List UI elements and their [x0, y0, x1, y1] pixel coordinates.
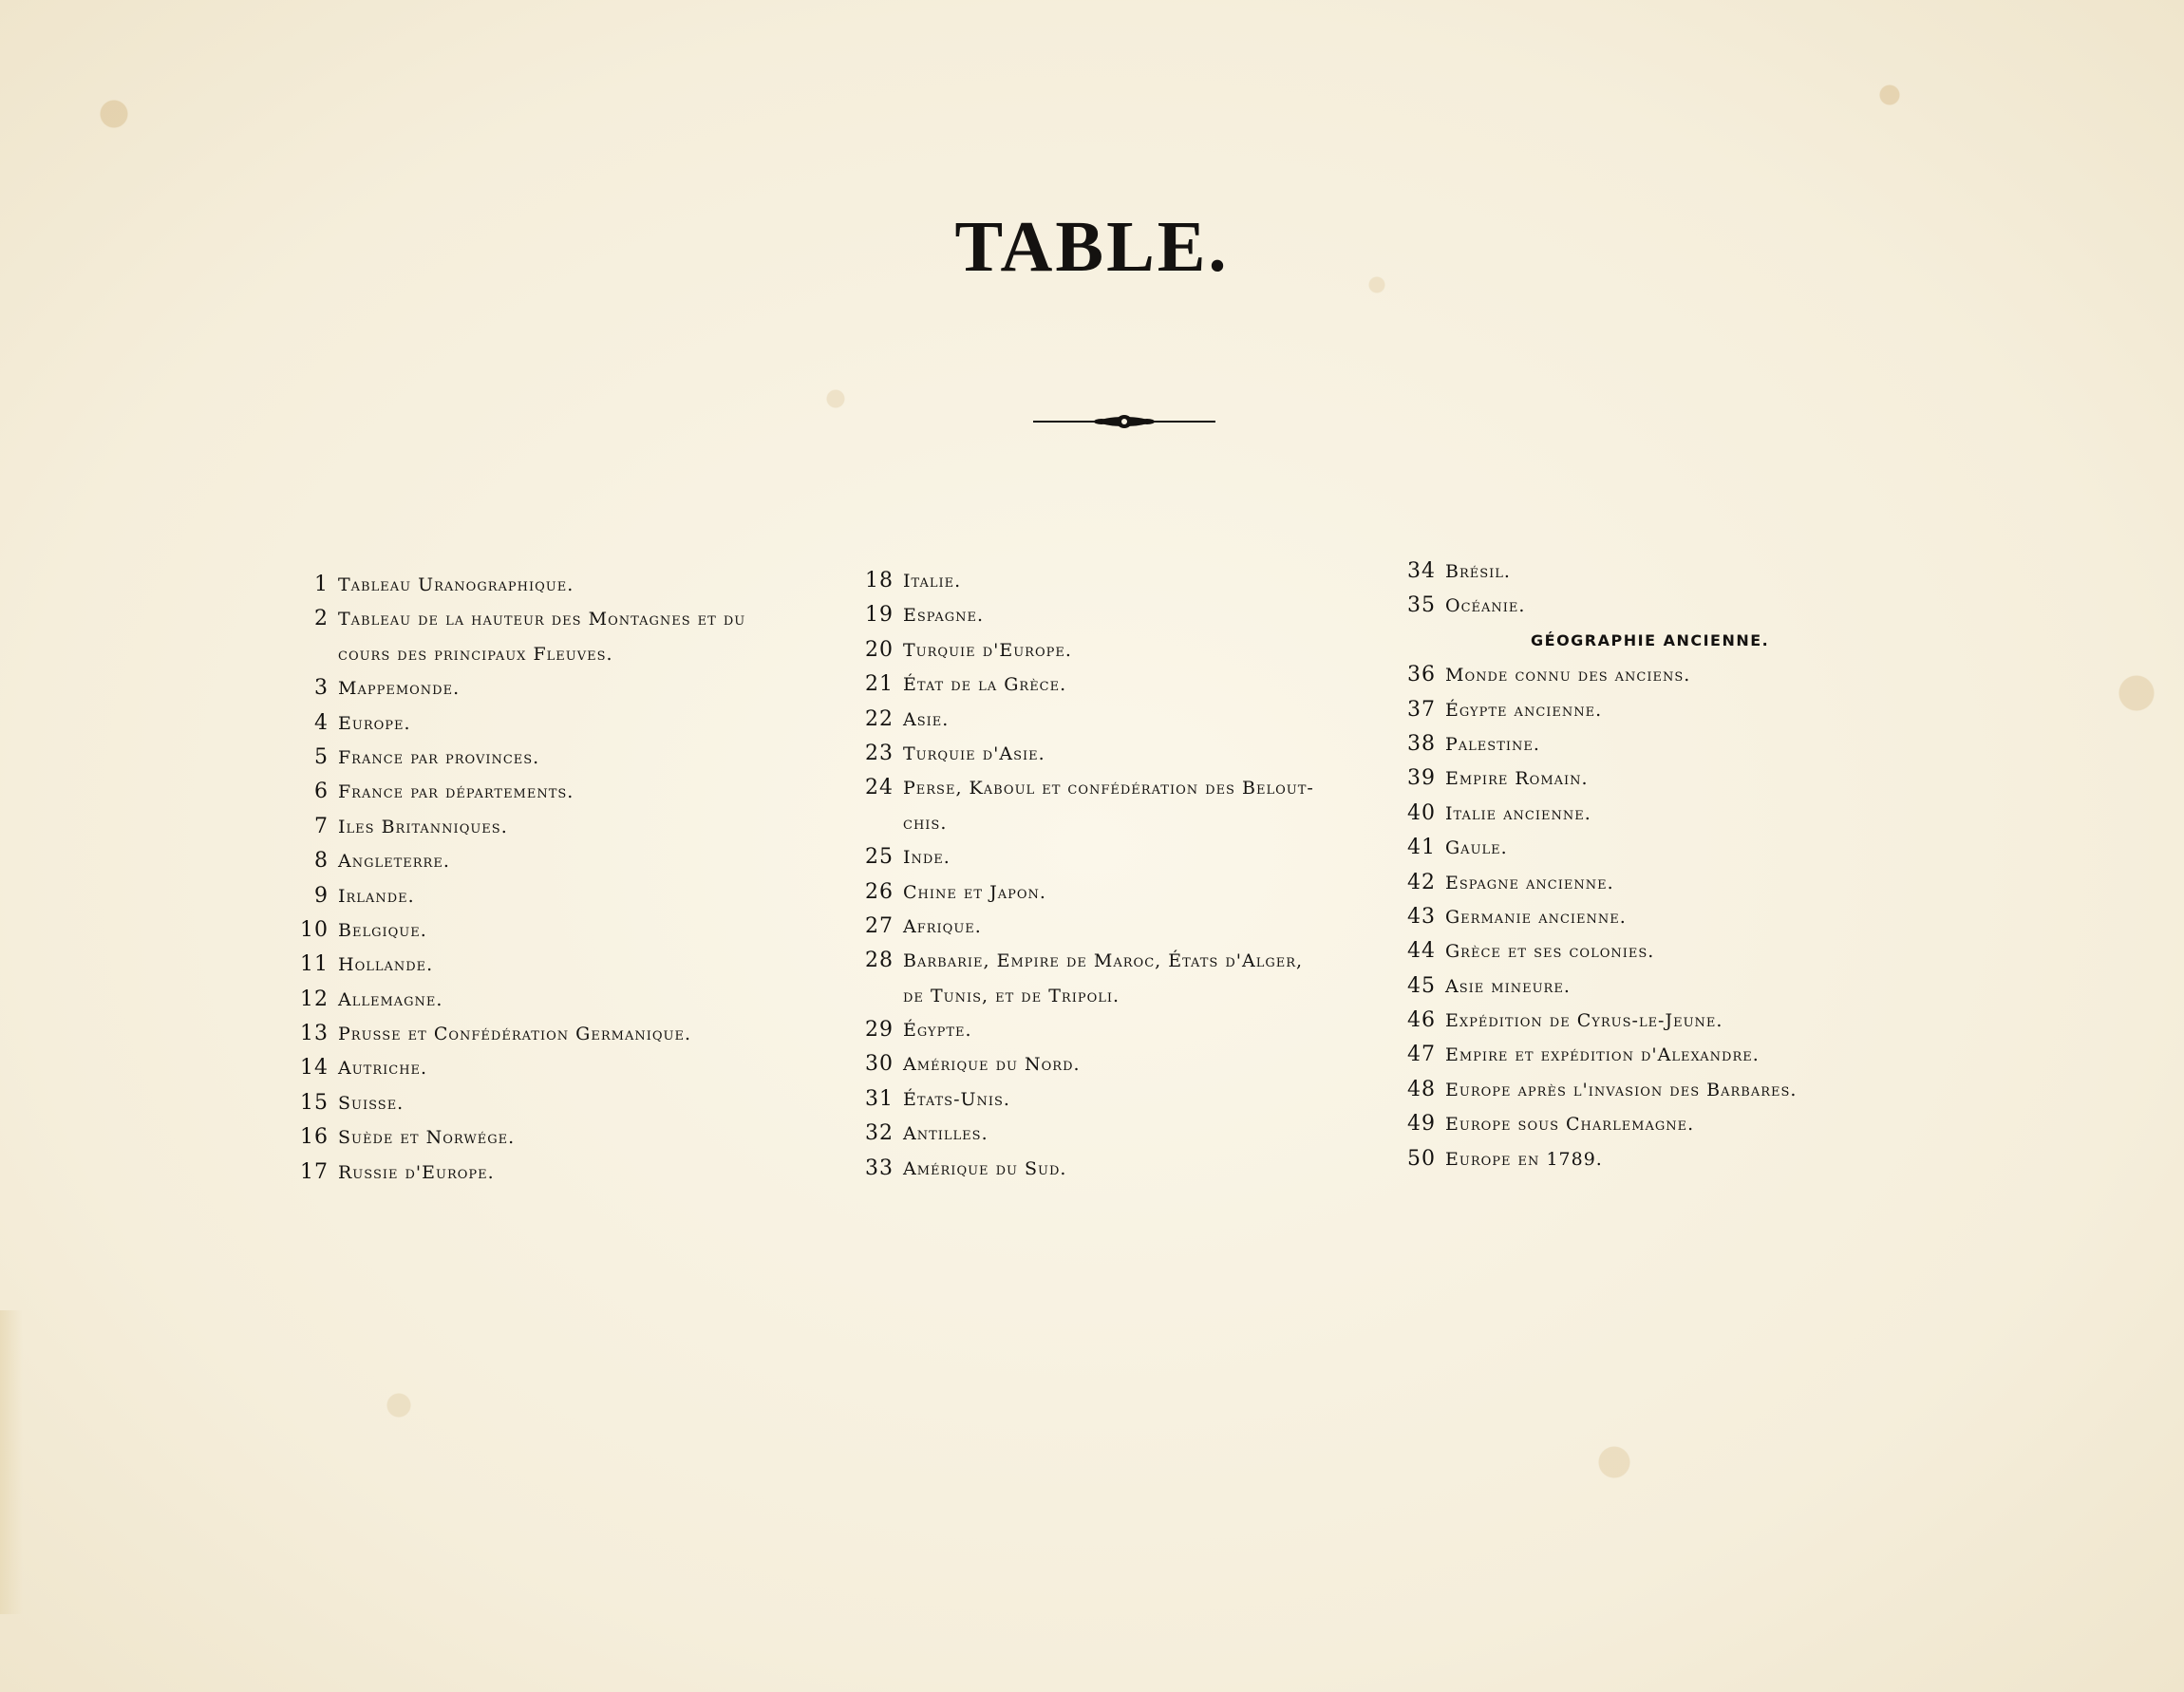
plate-title: Inde.: [903, 847, 951, 869]
plate-title: Italie.: [903, 571, 962, 592]
toc-entry: [285, 1051, 855, 1085]
plate-number: 26: [865, 879, 894, 904]
plate-title: Tableau de la hauteur des Montagnes et du: [338, 609, 746, 630]
plate-title: Europe en 1789.: [1445, 1148, 1603, 1170]
plate-title: Tableau Uranographique.: [338, 574, 574, 595]
plate-title: Égypte.: [903, 1020, 972, 1042]
toc-entry-continuation: [850, 806, 1420, 840]
plate-title: Égypte ancienne.: [1445, 699, 1603, 721]
plate-title: Europe après l'invasion des Barbares.: [1445, 1079, 1798, 1100]
plate-title: Afrique.: [903, 915, 982, 937]
plate-title: Asie mineure.: [1445, 975, 1571, 997]
toc-column-3: [1407, 555, 1920, 1176]
plate-title: Brésil.: [1445, 561, 1511, 582]
plate-number: 3: [314, 676, 329, 701]
plate-title: Iles Britanniques.: [338, 816, 508, 837]
plate-number: 39: [1407, 766, 1436, 791]
plate-title: Suède et Norwége.: [338, 1127, 516, 1149]
plate-title: Monde connu des anciens.: [1445, 665, 1691, 686]
toc-entry: [285, 741, 855, 775]
plate-number: 24: [865, 776, 894, 800]
toc-entry: [285, 913, 855, 948]
toc-entry: [285, 810, 855, 844]
toc-entry: [1407, 1142, 1920, 1176]
plate-title: Océanie.: [1445, 595, 1526, 617]
plate-number: 29: [865, 1018, 894, 1043]
plate-title: Antilles.: [903, 1123, 988, 1145]
plate-number: 34: [1407, 559, 1436, 583]
plate-number: 27: [865, 913, 894, 938]
plate-title: État de la Grèce.: [903, 674, 1067, 696]
toc-entry: [850, 737, 1420, 771]
toc-entry: [285, 1086, 855, 1120]
plate-number: 49: [1407, 1112, 1436, 1137]
plate-title: Germanie ancienne.: [1445, 906, 1627, 928]
toc-entry: [1407, 866, 1920, 900]
plate-title: Europe sous Charlemagne.: [1445, 1114, 1695, 1136]
toc-entry: [850, 598, 1420, 632]
plate-number: 30: [865, 1052, 894, 1077]
toc-entry: [1407, 589, 1920, 623]
plate-title: Irlande.: [338, 885, 415, 907]
plate-number: 22: [865, 706, 894, 731]
plate-title: Russie d'Europe.: [338, 1161, 495, 1183]
plate-number: 45: [1407, 973, 1436, 998]
plate-title: Amérique du Nord.: [903, 1054, 1081, 1076]
toc-entry: [1407, 1004, 1920, 1038]
toc-entry: [1407, 658, 1920, 692]
plate-title: Autriche.: [338, 1058, 428, 1080]
toc-entry: [1407, 797, 1920, 831]
toc-entry: [285, 671, 855, 705]
toc-entry: [850, 1082, 1420, 1117]
section-heading: GÉOGRAPHIE ANCIENNE.: [1531, 630, 1770, 649]
toc-column-2: [850, 564, 1420, 1186]
plate-title: France par provinces.: [338, 746, 540, 768]
plate-number: 6: [314, 780, 329, 804]
plate-title: Espagne ancienne.: [1445, 872, 1614, 893]
plate-number: 20: [865, 637, 894, 662]
plate-number: 15: [300, 1090, 329, 1115]
plate-number: 38: [1407, 731, 1436, 756]
toc-entry: [850, 875, 1420, 910]
plate-title: Suisse.: [338, 1092, 405, 1114]
plate-number: 16: [300, 1125, 329, 1150]
toc-entry: [1407, 934, 1920, 968]
toc-entry: [285, 775, 855, 809]
toc-column-1: [285, 568, 855, 1190]
plate-title: Europe.: [338, 712, 411, 734]
plate-number: 14: [300, 1056, 329, 1081]
plate-title: Empire et expédition d'Alexandre.: [1445, 1044, 1760, 1066]
toc-entry: [285, 1120, 855, 1155]
plate-number: 4: [314, 710, 329, 735]
plate-number: 35: [1407, 593, 1436, 618]
plate-title: Hollande.: [338, 954, 434, 976]
plate-title: Amérique du Sud.: [903, 1157, 1067, 1179]
plate-title: Belgique.: [338, 919, 427, 941]
plate-number: 13: [300, 1022, 329, 1046]
plate-number: 50: [1407, 1146, 1436, 1171]
plate-title: Empire Romain.: [1445, 768, 1589, 790]
plate-title: Mappemonde.: [338, 678, 461, 700]
plate-title: Prusse et Confédération Germanique.: [338, 1024, 691, 1045]
plate-number: 12: [300, 987, 329, 1011]
plate-number: 1: [314, 573, 329, 596]
toc-entry: [285, 706, 855, 741]
toc-entry: [850, 564, 1420, 598]
plate-title: Espagne.: [903, 605, 985, 627]
plate-number: 8: [314, 849, 329, 874]
toc-entry: [285, 844, 855, 878]
page-edge-wear: [0, 1310, 23, 1614]
toc-entry: [285, 568, 855, 602]
plate-title: Perse, Kaboul et confédération des Belout-: [903, 778, 1314, 799]
plate-title: Turquie d'Asie.: [903, 743, 1045, 764]
plate-number: 42: [1407, 870, 1436, 894]
toc-entry: [1407, 693, 1920, 727]
plate-title: de Tunis, et de Tripoli.: [903, 985, 1120, 1006]
toc-entry: [285, 602, 855, 636]
plate-number: 28: [865, 949, 894, 973]
toc-entry: [1407, 1073, 1920, 1107]
toc-entry: [1407, 727, 1920, 761]
plate-number: 36: [1407, 663, 1436, 687]
plate-title: États-Unis.: [903, 1088, 1010, 1110]
toc-entry: [850, 1152, 1420, 1186]
toc-entry: [285, 948, 855, 982]
plate-title: Chine et Japon.: [903, 881, 1046, 903]
toc-entry: [850, 1013, 1420, 1047]
plate-title: Palestine.: [1445, 733, 1540, 755]
plate-title: Asie.: [903, 708, 950, 730]
plate-title: Grèce et ses colonies.: [1445, 941, 1655, 963]
plate-number: 47: [1407, 1043, 1436, 1067]
plate-title: Gaule.: [1445, 837, 1508, 859]
plate-number: 32: [865, 1121, 894, 1146]
plate-title: chis.: [903, 812, 948, 834]
plate-title: Barbarie, Empire de Maroc, États d'Alger,: [903, 950, 1304, 972]
plate-title: cours des principaux Fleuves.: [338, 643, 613, 665]
plate-title: Expédition de Cyrus-le-Jeune.: [1445, 1010, 1723, 1032]
toc-entry: [1407, 900, 1920, 934]
toc-entry: [850, 771, 1420, 805]
plate-number: 5: [314, 744, 329, 769]
plate-title: Turquie d'Europe.: [903, 639, 1072, 661]
plate-title: France par départements.: [338, 781, 574, 803]
plate-number: 9: [314, 883, 329, 908]
plate-number: 25: [865, 845, 894, 870]
plate-number: 18: [865, 569, 894, 592]
toc-entry: [285, 983, 855, 1017]
toc-entry: [1407, 969, 1920, 1004]
toc-entry: [850, 944, 1420, 978]
plate-title: Italie ancienne.: [1445, 802, 1591, 824]
toc-entry: [850, 667, 1420, 702]
toc-entry-continuation: [285, 637, 855, 671]
toc-entry: [850, 840, 1420, 874]
plate-number: 33: [865, 1156, 894, 1180]
toc-entry: [1407, 1107, 1920, 1141]
plate-title: Allemagne.: [338, 988, 443, 1010]
toc-entry: [1407, 555, 1920, 589]
plate-number: 21: [865, 672, 894, 697]
toc-entry-continuation: [850, 979, 1420, 1013]
toc-entry: [850, 703, 1420, 737]
plate-number: 37: [1407, 697, 1436, 722]
toc-entry: [850, 1117, 1420, 1151]
plate-number: 40: [1407, 800, 1436, 825]
plate-number: 44: [1407, 939, 1436, 964]
plate-number: 7: [314, 814, 329, 838]
plate-number: 48: [1407, 1077, 1436, 1101]
plate-number: 23: [865, 741, 894, 765]
toc-entry: [850, 1047, 1420, 1081]
plate-number: 31: [865, 1086, 894, 1111]
plate-number: 41: [1407, 836, 1436, 860]
toc-entry: [285, 1156, 855, 1190]
toc-entry: [285, 879, 855, 913]
plate-number: 2: [314, 607, 329, 631]
page-title: TABLE.: [954, 207, 1230, 287]
plate-number: 43: [1407, 904, 1436, 929]
plate-title: Angleterre.: [338, 851, 450, 873]
plate-number: 19: [865, 603, 894, 628]
plate-number: 46: [1407, 1008, 1436, 1033]
plate-number: 17: [300, 1159, 329, 1184]
plate-number: 10: [300, 917, 329, 942]
toc-entry: [1407, 761, 1920, 796]
toc-entry: [850, 910, 1420, 944]
plate-number: 11: [300, 952, 329, 977]
toc-entry: [285, 1017, 855, 1051]
toc-entry: [1407, 1038, 1920, 1072]
toc-entry: [1407, 831, 1920, 865]
ornament-rule: [1033, 410, 1215, 433]
toc-entry: [850, 633, 1420, 667]
